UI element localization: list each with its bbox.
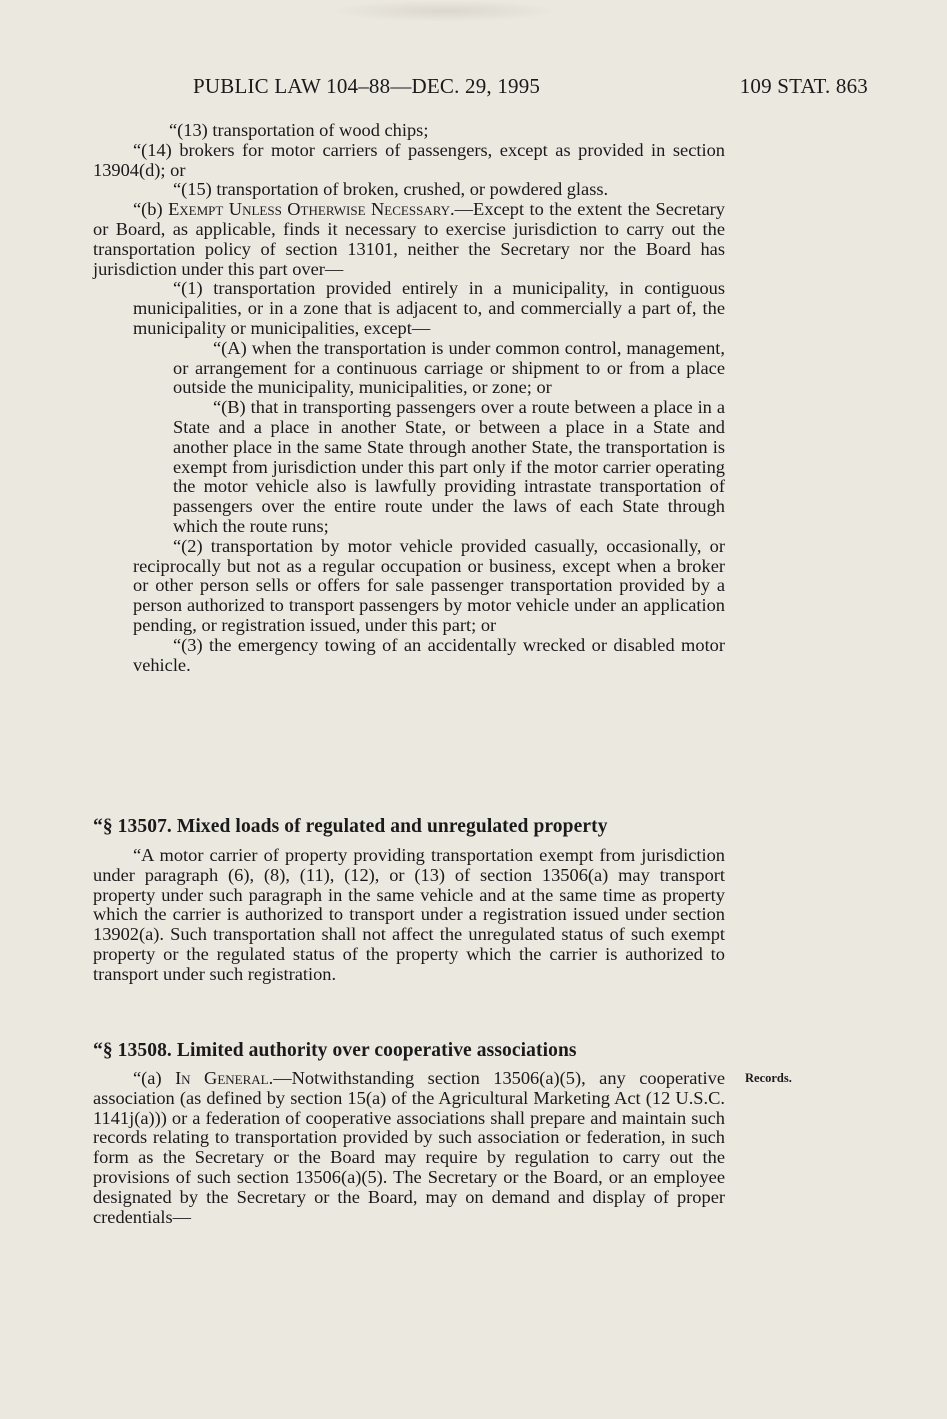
subsection-a-open: “(a) — [133, 1068, 176, 1088]
subsection-a-heading: In General — [175, 1068, 269, 1088]
header-title: PUBLIC LAW 104–88—DEC. 29, 1995 — [193, 74, 541, 98]
paragraph-b3: “(3) the emergency towing of an accidentally wrecked or disabled motor vehicle. — [133, 634, 725, 675]
subsection-b-text: .—Except to the extent the Secretary or Board, as applicable, finds it necessary to exercise jurisdiction to carry out the transportation policy of section 13101, neither the Secretary nor the Board has jurisdiction under this part over— — [93, 199, 725, 279]
section-13508-body — [93, 1069, 725, 1227]
paragraph-b1: “(1) transportation provided entirely in a municipality, in contiguous municipalities, or in a zone that is adjacent to, and commercially a part of, the municipality or municipalities, except— — [133, 278, 725, 338]
paragraph-b2: “(2) transportation by motor vehicle provided casually, occasionally, or reciprocally but not as a regular occupation or business, except when a broker or other person sells or offers for sale passenger transportation provided by a person authorized to transport passengers by motor vehicle under an application pending, or registration issued, under this part; or — [133, 535, 725, 635]
item-14: “(14) brokers for motor carriers of passengers, except as provided in section 13904(d); or — [93, 139, 725, 180]
section-13507-text: “A motor carrier of property providing transportation exempt from jurisdiction under paragraph (6), (8), (11), (12), or (13) of section 13506(a) may transport property under such paragraph in the same vehicle and at the same time as property which the carrier is authorized to transport under a registration issued under section 13902(a). Such transportation shall not affect the unregulated status of such exempt property or the regulated status of the property which the carrier is authorized to transport under such registration. — [93, 845, 725, 984]
section-13508-heading: “§ 13508. Limited authority over cooperative associations — [93, 1040, 577, 1061]
section-13507-body — [93, 846, 725, 985]
item-13: “(13) transportation of wood chips; — [169, 120, 429, 140]
subsection-b-heading: Exempt Unless Otherwise Necessary — [168, 199, 451, 220]
paragraph-b1-B: “(B) that in transporting passengers over a route between a place in a State and a place in another State, or between a place in a State and another place in the same State through another State, the transportation is exempt from jurisdiction under this part only if the motor carrier operating the motor vehicle also is lawfully providing intrastate transportation of passengers over the entire route under the laws of each State through which the route runs; — [173, 397, 725, 536]
subsection-b — [93, 200, 725, 279]
subsection-a — [93, 1069, 725, 1227]
header-stat: 109 STAT. 863 — [739, 74, 868, 98]
section-13507-heading: “§ 13507. Mixed loads of regulated and unregulated property — [93, 816, 608, 837]
subsection-a-text: .—Notwithstanding section 13506(a)(5), any cooperative association (as defined by section 15(a) of the Agricultural Marketing Act (12 U.S.C. 1141j(a))) or a federation of cooperative associations shall prepare and maintain such records relating to transportation provided by such association or federation, in such form as the Secretary or the Board may require by regulation to carry out the provisions of such section 13506(a)(5). The Secretary or the Board, or an employee designated by the Secretary or the Board, may on demand and display of proper credentials— — [93, 1068, 725, 1227]
item-15: “(15) transportation of broken, crushed, or powdered glass. — [173, 179, 609, 200]
subsection-b-open: “(b) — [133, 199, 169, 220]
paragraph-b1-A: “(A) when the transportation is under common control, management, or arrangement for a continuous carriage or shipment to or from a place outside the municipality, municipalities, or zone; or — [173, 337, 725, 398]
margin-note-records: Records. — [745, 1071, 792, 1085]
section-13506-continuation — [93, 121, 725, 675]
scan-smudge — [330, 0, 560, 22]
page-header — [193, 74, 868, 100]
